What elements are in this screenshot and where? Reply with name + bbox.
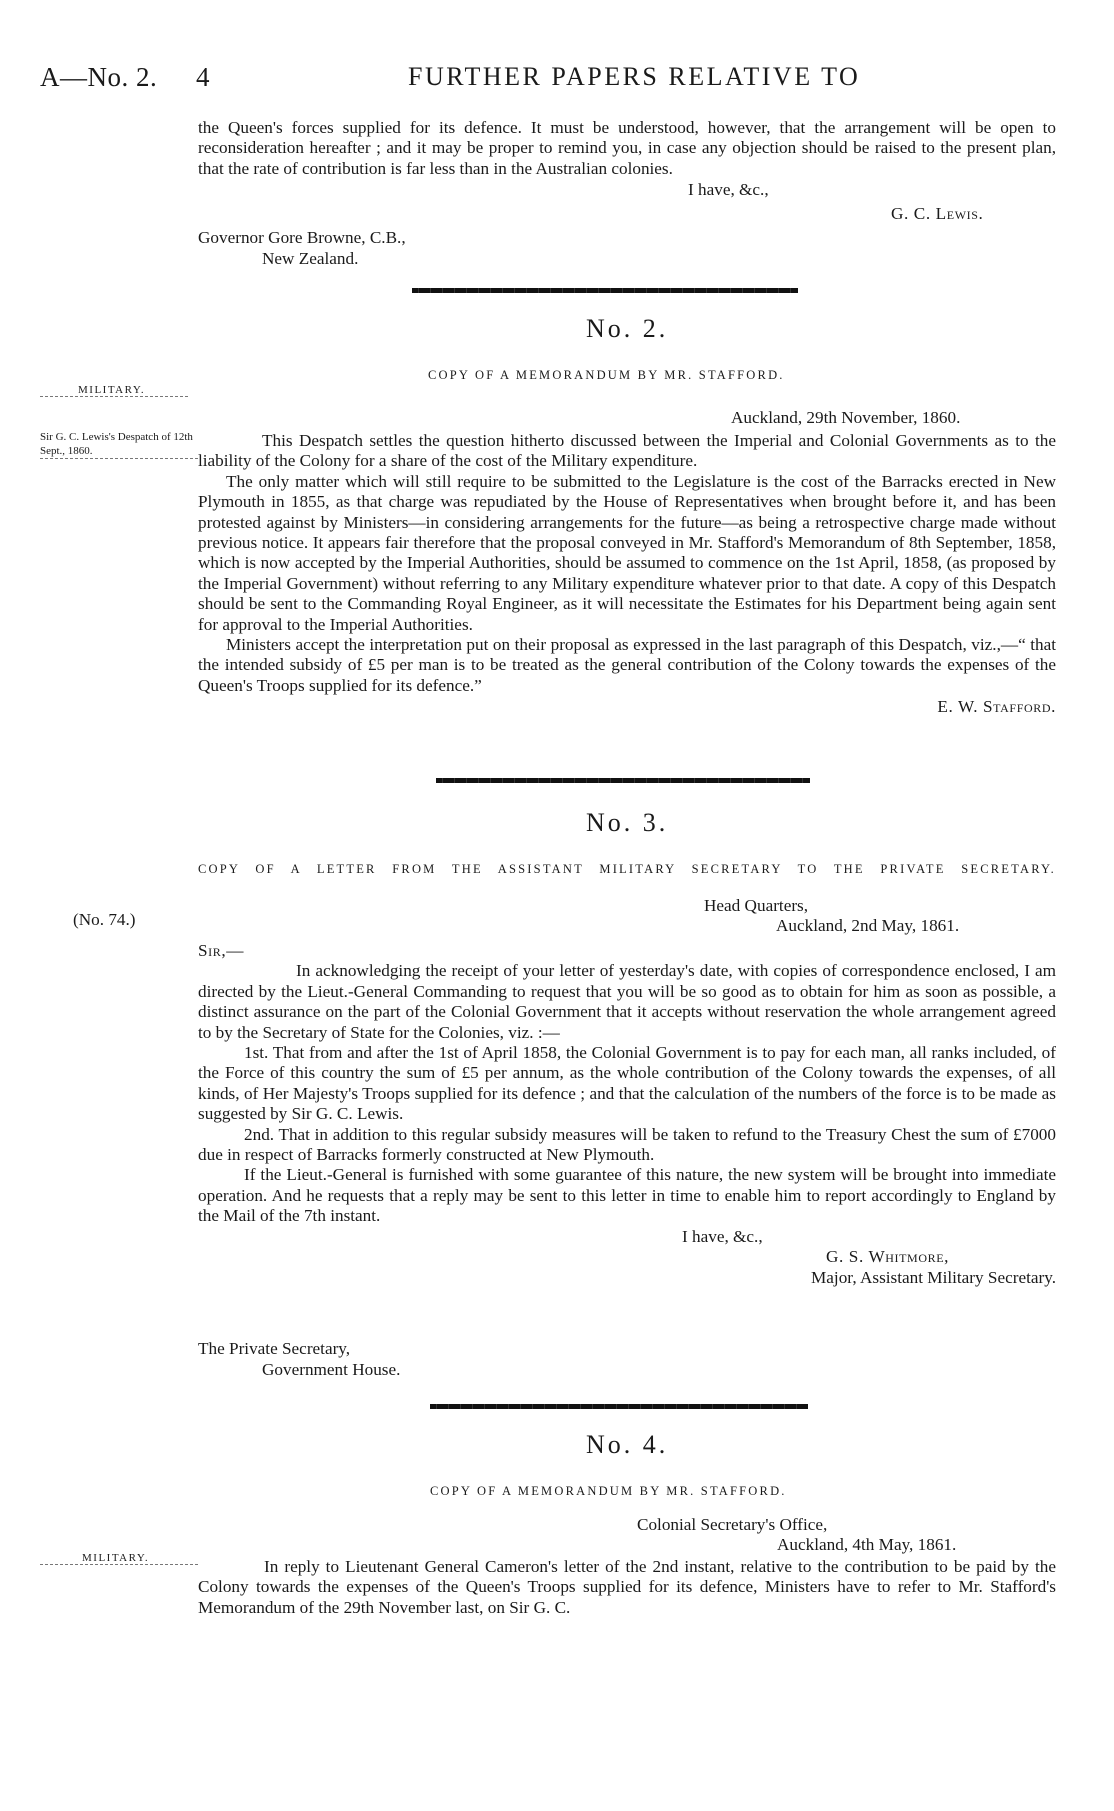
intro-signature: G. C. Lewis. [891,204,984,223]
body-paragraph: If the Lieut.-General is furnished with some guarantee of this nature, the new system will be brought into immediate operation. And he requests that a reply may be sent to this letter in time to enable him to report accordingly to England by the Mail of the 7th instant. [198,1165,1056,1226]
page-number: 4 [196,62,210,92]
margin-reference: (No. 74.) [73,910,136,929]
dateline-line: Auckland, 4th May, 1861. [777,1535,957,1555]
section-body [198,431,1056,718]
intro-closing: I have, &c., [688,180,769,199]
body-paragraph: In reply to Lieutenant General Cameron's letter of the 2nd instant, relative to the contribution to be paid by the Colony towards the expenses of the Queen's Troops supplied for its defence, Ministers have to refer to Mr. Stafford's Memorandum of the 29th November last, on Sir G. C. [198,1557,1056,1617]
page-title: FURTHER PAPERS RELATIVE TO [408,62,861,91]
dateline-line: Head Quarters, [704,896,809,915]
section-heading: COPY OF A MEMORANDUM BY MR. STAFFORD. [428,368,785,382]
section-heading: COPY OF A MEMORANDUM BY MR. STAFFORD. [430,1484,787,1498]
section-body [198,941,1056,1288]
section-heading: COPY OF A LETTER FROM THE ASSISTANT MILITARY SECRETARY TO THE PRIVATE SECRETARY. [198,862,1056,876]
section-number: No. 4. [586,1430,669,1459]
section-number: No. 2. [586,314,669,343]
addressee-line: New Zealand. [262,249,359,268]
section-closing: I have, &c., [682,1226,763,1246]
intro-paragraph: the Queen's forces supplied for its defence. It must be understood, however, that the arrangement will be open to reconsideration hereafter ; and it may be proper to remind you, in case any objection should be raised to the present plan, that the rate of contribution is far less than in the Australian colonies. [198,118,1056,178]
paper-reference: A—No. 2. [40,62,158,92]
section-number: No. 3. [586,808,669,837]
margin-tag: MILITARY. [40,384,188,397]
salutation: Sir,— [198,941,245,960]
section-divider [436,778,810,783]
addressee-line: Government House. [262,1360,401,1379]
intro-section [198,118,1056,223]
signature-title: Major, Assistant Military Secretary. [811,1267,1056,1287]
section-signature: G. S. Whitmore, [826,1247,950,1267]
body-paragraph: Ministers accept the interpretation put on their proposal as expressed in the last paragraph of this Despatch, viz.,—“ that the intended subsidy of £5 per man is to be treated as the general contribution of the Colony towards the expenses of the Queen's Troops supplied for its defence.” [198,635,1056,695]
body-paragraph: 1st. That from and after the 1st of April 1858, the Colonial Government is to pay for each man, all ranks included, of the Force of this country the sum of £5 per annum, as the whole contribution of the Colony towards the expenses, of all kinds, of Her Majesty's Troops supplied for its defence ; and that the calculation of the numbers of the force is to be made as suggested by Sir G. C. Lewis. [198,1043,1056,1124]
intro-addressee [198,227,406,269]
section-signature: E. W. Stafford. [937,697,1056,717]
dateline: Auckland, 29th November, 1860. [731,408,961,427]
body-paragraph: This Despatch settles the question hitherto discussed between the Imperial and Colonial Governments as to the liability of the Colony for a share of the cost of the Military expenditure. [198,431,1056,471]
margin-note: Sir G. C. Lewis's Despatch of 12th Sept., 1860. [40,430,198,459]
section-divider [430,1404,808,1409]
addressee-line: Governor Gore Browne, C.B., [198,228,406,247]
margin-tag: MILITARY. [40,1552,198,1565]
dateline-line: Colonial Secretary's Office, [637,1515,828,1534]
addressee-line: The Private Secretary, [198,1339,351,1358]
section-body [198,1557,1056,1618]
body-paragraph: The only matter which will still require to be submitted to the Legislature is the cost of the Barracks erected in New Plymouth in 1855, as that charge was repudiated by the House of Representatives when brought before it, and has been protested against by Ministers—in considering arrangements for the future—as being a retrospective charge made without previous notice. It appears fair therefore that the proposal conveyed in Mr. Stafford's Memorandum of 8th September, 1858, which is now accepted by the Imperial Authorities, should be assumed to commence on the 1st April, 1858, (as proposed by the Imperial Government) without referring to any Military expenditure whatever prior to that date. A copy of this Despatch should be sent to the Commanding Royal Engineer, as it will necessitate the Estimates for his Department being again sent for approval to the Imperial Authorities. [198,471,1056,634]
dateline [637,1515,956,1556]
dateline-line: Auckland, 2nd May, 1861. [776,916,960,936]
section-divider [412,288,798,293]
section-addressee [198,1338,400,1380]
body-paragraph: 2nd. That in addition to this regular subsidy measures will be taken to refund to the Treasury Chest the sum of £7000 due in respect of Barracks formerly constructed at New Plymouth. [198,1124,1056,1165]
body-paragraph: In acknowledging the receipt of your letter of yesterday's date, with copies of correspondence enclosed, I am directed by the Lieut.-General Commanding to request that you will be so good as to obtain for him as soon as possible, a distinct assurance on the part of the Colonial Government that it accepts without reservation the whole arrangement agreed to by the Secretary of State for the Colonies, viz. :— [198,961,1056,1042]
dateline [704,896,959,937]
